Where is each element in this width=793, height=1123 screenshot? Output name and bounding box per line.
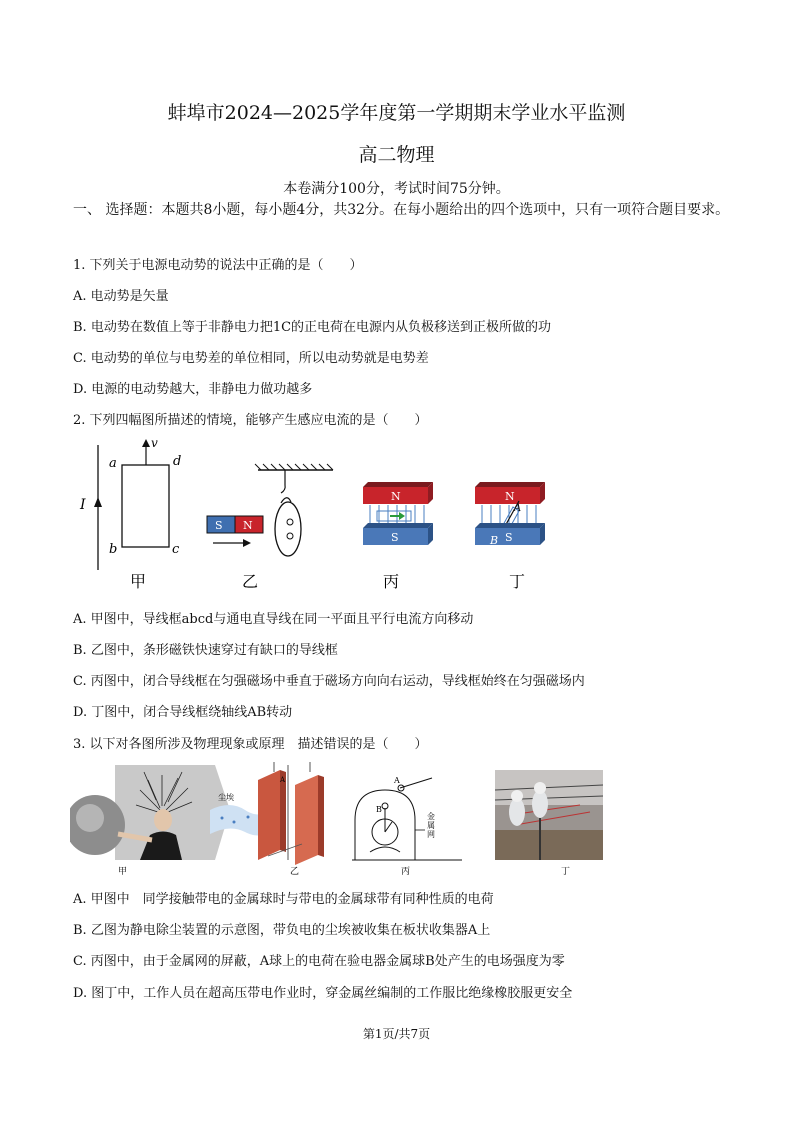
question-1-stem: 1. 下列关于电源电动势的说法中正确的是（ ） bbox=[73, 258, 363, 273]
q2-fig-bing bbox=[363, 482, 433, 545]
q3-photo-jia bbox=[70, 765, 230, 860]
label-A-bing: A bbox=[394, 776, 400, 785]
label-d: d bbox=[173, 454, 182, 469]
exam-note: 本卷满分100分，考试时间75分钟。 bbox=[283, 181, 510, 197]
q1-option-a: A. 电动势是矢量 bbox=[73, 289, 169, 304]
q2-caption-ding: 丁 bbox=[509, 572, 526, 591]
label-A-yi: A bbox=[280, 776, 286, 784]
q2-caption-jia: 甲 bbox=[130, 572, 147, 591]
question-2-stem: 2. 下列四幅图所描述的情境，能够产生感应电流的是（ ） bbox=[73, 413, 428, 428]
q3-fig-bing bbox=[352, 776, 462, 860]
label-dust: 尘埃 bbox=[218, 793, 234, 802]
q3-option-b: B. 乙图为静电除尘装置的示意图，带负电的尘埃被收集在板状收集器A上 bbox=[73, 923, 491, 938]
label-n-ding: N bbox=[505, 490, 515, 503]
label-v: v bbox=[151, 436, 158, 450]
label-b: b bbox=[109, 542, 118, 557]
q3-caption-jia: 甲 bbox=[118, 867, 128, 877]
q2-caption-bing: 丙 bbox=[383, 572, 400, 591]
label-s-bing: S bbox=[391, 531, 399, 544]
q2-fig-jia bbox=[79, 436, 181, 570]
q3-option-d: D. 图丁中，工作人员在超高压带电作业时，穿金属丝编制的工作服比绝缘橡胶服更安全 bbox=[73, 986, 573, 1001]
label-n-bing: N bbox=[391, 490, 401, 503]
page-subtitle: 高二物理 bbox=[358, 144, 435, 166]
label-B: B bbox=[490, 534, 499, 547]
label-A: A bbox=[514, 503, 522, 514]
q2-figure bbox=[73, 435, 573, 595]
q2-option-b: B. 乙图中，条形磁铁快速穿过有缺口的导线框 bbox=[73, 643, 338, 658]
q3-option-c: C. 丙图中，由于金属网的屏蔽，A球上的电荷在验电器金属球B处产生的电场强度为零 bbox=[73, 954, 565, 969]
q2-option-a: A. 甲图中，导线框abcd与通电直导线在同一平面且平行电流方向移动 bbox=[73, 612, 474, 627]
q3-photo-ding bbox=[495, 770, 603, 860]
q1-option-b: B. 电动势在数值上等于非静电力把1C的正电荷在电源内从负极移送到正极所做的功 bbox=[73, 320, 552, 335]
q1-option-c: C. 电动势的单位与电势差的单位相同，所以电动势就是电势差 bbox=[73, 351, 429, 366]
label-s-yi: S bbox=[215, 519, 223, 532]
q3-caption-yi: 乙 bbox=[290, 867, 300, 877]
q2-option-d: D. 丁图中，闭合导线框绕轴线AB转动 bbox=[73, 705, 293, 720]
q3-fig-yi bbox=[210, 762, 324, 865]
page-title: 蚌埠市2024—2025学年度第一学期期末学业水平监测 bbox=[167, 102, 626, 124]
label-mesh: 金属网 bbox=[427, 812, 435, 839]
label-s-ding: S bbox=[505, 531, 513, 544]
q1-option-d: D. 电源的电动势越大，非静电力做功越多 bbox=[73, 382, 313, 397]
q2-fig-yi bbox=[207, 464, 333, 556]
label-B-bing: B bbox=[376, 805, 382, 814]
page-footer: 第1页/共7页 bbox=[362, 1027, 431, 1041]
q2-option-c: C. 丙图中，闭合导线框在匀强磁场中垂直于磁场方向向右运动，导线框始终在匀强磁场内 bbox=[73, 674, 585, 689]
q3-caption-bing: 丙 bbox=[401, 867, 411, 877]
q3-figure bbox=[70, 760, 610, 880]
label-I: I bbox=[80, 497, 86, 513]
section-instruction: 一、 选择题：本题共8小题，每小题4分，共32分。在每小题给出的四个选项中，只有一项符合题目要求。 bbox=[73, 202, 730, 218]
q3-option-a: A. 甲图中 同学接触带电的金属球时与带电的金属球带有同种性质的电荷 bbox=[73, 892, 494, 907]
q2-fig-ding bbox=[475, 482, 545, 547]
question-3-stem: 3. 以下对各图所涉及物理现象或原理 描述错误的是（ ） bbox=[73, 737, 428, 752]
label-c: c bbox=[172, 542, 180, 557]
q2-caption-yi: 乙 bbox=[242, 572, 259, 591]
q3-caption-ding: 丁 bbox=[561, 867, 571, 877]
label-n-yi: N bbox=[243, 519, 253, 532]
label-a: a bbox=[109, 456, 117, 471]
